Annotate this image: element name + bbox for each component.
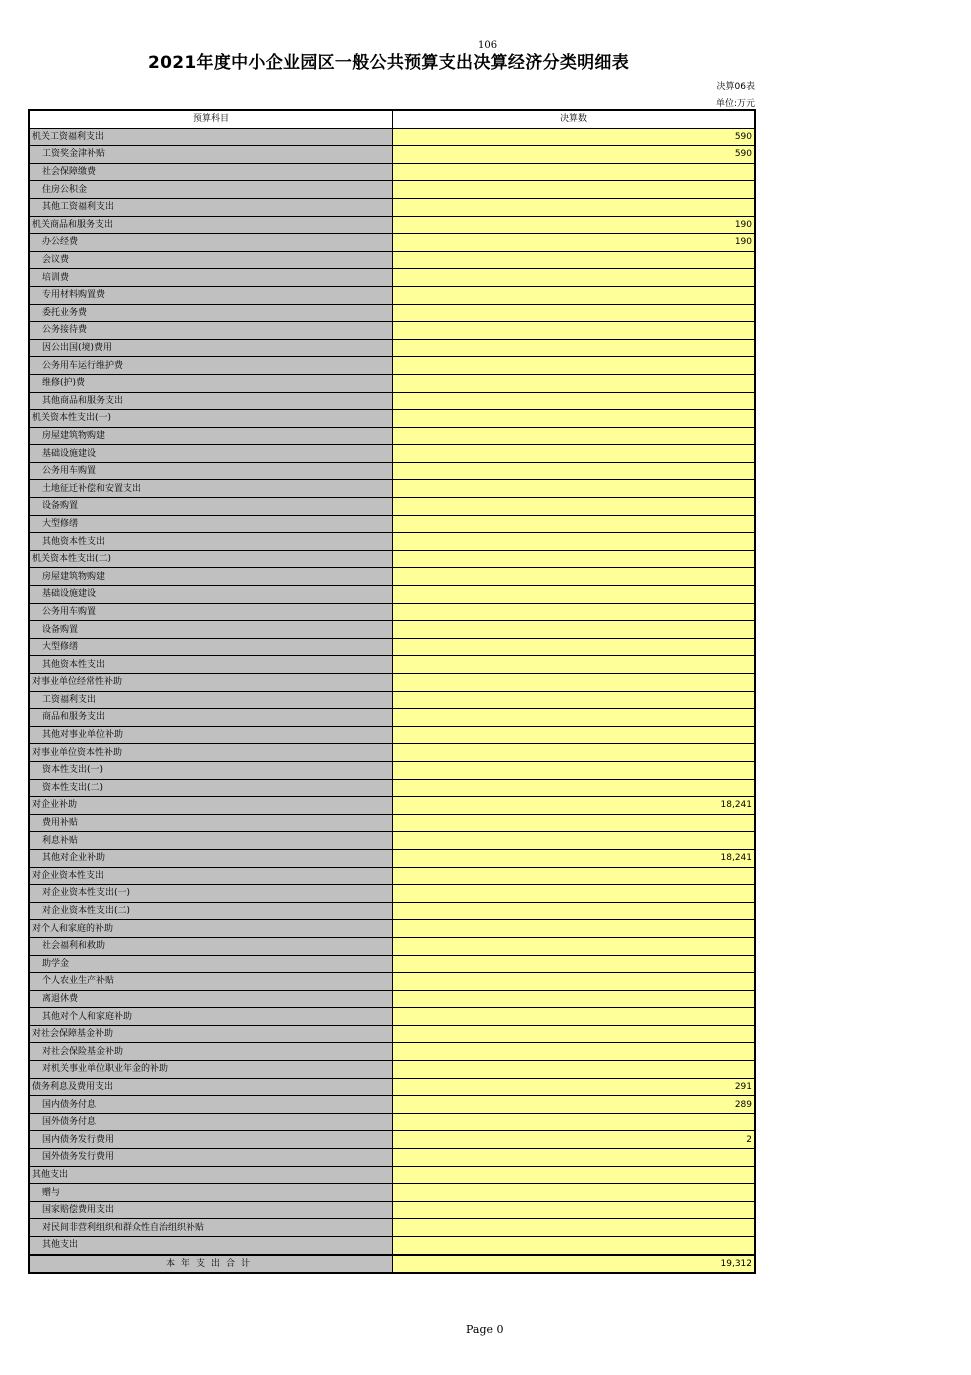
- row-amount: [393, 550, 756, 568]
- table-row: [29, 779, 755, 797]
- table-row: [29, 1061, 755, 1079]
- page-footer: Page 0: [466, 1323, 504, 1336]
- table-row: [29, 1237, 755, 1255]
- row-amount: [393, 761, 756, 779]
- table-row: [29, 1201, 755, 1219]
- row-subject: 资本性支出(二): [29, 779, 393, 797]
- row-subject: 公务用车运行维护费: [29, 357, 393, 375]
- row-subject: 其他对个人和家庭补助: [29, 1008, 393, 1026]
- row-amount: [393, 885, 756, 903]
- table-row: [29, 339, 755, 357]
- row-amount: [393, 674, 756, 692]
- table-row: [29, 656, 755, 674]
- table-row: [29, 761, 755, 779]
- row-subject: 基础设施建设: [29, 445, 393, 463]
- table-row: [29, 392, 755, 410]
- row-amount: [393, 621, 756, 639]
- row-subject: 工资奖金津补贴: [29, 146, 393, 164]
- row-amount: [393, 638, 756, 656]
- row-amount: 289: [393, 1096, 756, 1114]
- row-amount: [393, 1008, 756, 1026]
- row-subject: 会议费: [29, 251, 393, 269]
- header-amount: 决算数: [393, 110, 756, 128]
- row-amount: [393, 498, 756, 516]
- table-row: [29, 568, 755, 586]
- table-code: 决算06表: [716, 82, 755, 92]
- row-amount: [393, 181, 756, 199]
- row-amount: [393, 515, 756, 533]
- row-amount: [393, 709, 756, 727]
- row-amount: [393, 902, 756, 920]
- table-row: [29, 849, 755, 867]
- table-header-row: [29, 110, 755, 128]
- table-row: [29, 1043, 755, 1061]
- row-subject: 对机关事业单位职业年金的补助: [29, 1061, 393, 1079]
- table-row: [29, 1184, 755, 1202]
- table-row: [29, 304, 755, 322]
- row-subject: 对个人和家庭的补助: [29, 920, 393, 938]
- table-row: [29, 744, 755, 762]
- row-subject: 社会福利和救助: [29, 937, 393, 955]
- table-row: [29, 867, 755, 885]
- row-subject: 房屋建筑物购建: [29, 427, 393, 445]
- row-amount: 190: [393, 234, 756, 252]
- budget-table: [28, 109, 756, 1274]
- table-row: [29, 990, 755, 1008]
- row-subject: 培训费: [29, 269, 393, 287]
- table-row: [29, 1025, 755, 1043]
- row-subject: 大型修缮: [29, 638, 393, 656]
- table-row: [29, 374, 755, 392]
- row-subject: 机关资本性支出(二): [29, 550, 393, 568]
- row-subject: 对社会保险基金补助: [29, 1043, 393, 1061]
- table-row: [29, 638, 755, 656]
- table-row: [29, 480, 755, 498]
- row-subject: 资本性支出(一): [29, 761, 393, 779]
- table-row: [29, 691, 755, 709]
- table-row: [29, 955, 755, 973]
- table-row: [29, 1219, 755, 1237]
- row-amount: [393, 1061, 756, 1079]
- row-amount: [393, 462, 756, 480]
- row-amount: [393, 1184, 756, 1202]
- row-subject: 其他对事业单位补助: [29, 726, 393, 744]
- row-subject: 费用补贴: [29, 814, 393, 832]
- page-title: 2021年度中小企业园区一般公共预算支出决算经济分类明细表: [148, 53, 630, 73]
- row-amount: [393, 691, 756, 709]
- row-subject: 国外债务付息: [29, 1113, 393, 1131]
- row-amount: [393, 726, 756, 744]
- table-row: [29, 550, 755, 568]
- row-amount: [393, 1219, 756, 1237]
- row-subject: 大型修缮: [29, 515, 393, 533]
- row-amount: 18,241: [393, 797, 756, 815]
- row-subject: 设备购置: [29, 621, 393, 639]
- row-amount: [393, 269, 756, 287]
- row-subject: 债务利息及费用支出: [29, 1078, 393, 1096]
- row-subject: 维修(护)费: [29, 374, 393, 392]
- row-subject: 其他资本性支出: [29, 656, 393, 674]
- row-subject: 个人农业生产补贴: [29, 973, 393, 991]
- table-row: [29, 674, 755, 692]
- row-amount: [393, 480, 756, 498]
- row-amount: [393, 533, 756, 551]
- page-marker: 106: [478, 40, 498, 51]
- row-amount: [393, 586, 756, 604]
- table-row: [29, 621, 755, 639]
- row-amount: [393, 814, 756, 832]
- table-row: [29, 533, 755, 551]
- row-subject: 利息补贴: [29, 832, 393, 850]
- table-row: [29, 832, 755, 850]
- row-subject: 离退休费: [29, 990, 393, 1008]
- table-row: [29, 1131, 755, 1149]
- row-amount: [393, 867, 756, 885]
- total-row: [29, 1255, 755, 1274]
- row-amount: [393, 392, 756, 410]
- row-subject: 对民间非营利组织和群众性自治组织补贴: [29, 1219, 393, 1237]
- row-amount: [393, 656, 756, 674]
- table-row: [29, 973, 755, 991]
- table-row: [29, 163, 755, 181]
- table-row: [29, 357, 755, 375]
- table-row: [29, 1096, 755, 1114]
- row-amount: [393, 163, 756, 181]
- row-subject: 其他对企业补助: [29, 849, 393, 867]
- row-amount: [393, 322, 756, 340]
- row-subject: 对事业单位经常性补助: [29, 674, 393, 692]
- row-subject: 对事业单位资本性补助: [29, 744, 393, 762]
- row-subject: 助学金: [29, 955, 393, 973]
- row-amount: [393, 251, 756, 269]
- table-row: [29, 937, 755, 955]
- row-subject: 基础设施建设: [29, 586, 393, 604]
- row-subject: 土地征迁补偿和安置支出: [29, 480, 393, 498]
- row-amount: [393, 410, 756, 428]
- row-subject: 对企业资本性支出(一): [29, 885, 393, 903]
- row-amount: [393, 427, 756, 445]
- row-subject: 设备购置: [29, 498, 393, 516]
- row-amount: [393, 973, 756, 991]
- row-subject: 国家赔偿费用支出: [29, 1201, 393, 1219]
- row-amount: [393, 744, 756, 762]
- table-row: [29, 128, 755, 146]
- table-row: [29, 198, 755, 216]
- row-amount: [393, 990, 756, 1008]
- row-subject: 公务用车购置: [29, 603, 393, 621]
- row-amount: 590: [393, 146, 756, 164]
- row-amount: [393, 832, 756, 850]
- row-amount: 291: [393, 1078, 756, 1096]
- row-subject: 公务用车购置: [29, 462, 393, 480]
- table-row: [29, 322, 755, 340]
- table-row: [29, 586, 755, 604]
- table-row: [29, 726, 755, 744]
- table-row: [29, 885, 755, 903]
- table-row: [29, 445, 755, 463]
- table-row: [29, 462, 755, 480]
- header-subject: 预算科目: [29, 110, 393, 128]
- row-subject: 赠与: [29, 1184, 393, 1202]
- row-subject: 其他资本性支出: [29, 533, 393, 551]
- row-amount: [393, 937, 756, 955]
- row-amount: [393, 920, 756, 938]
- table-row: [29, 498, 755, 516]
- table-row: [29, 1113, 755, 1131]
- table-row: [29, 1166, 755, 1184]
- row-subject: 国外债务发行费用: [29, 1149, 393, 1167]
- row-subject: 办公经费: [29, 234, 393, 252]
- row-amount: [393, 286, 756, 304]
- row-subject: 国内债务发行费用: [29, 1131, 393, 1149]
- row-subject: 对企业资本性支出: [29, 867, 393, 885]
- row-subject: 因公出国(境)费用: [29, 339, 393, 357]
- table-row: [29, 603, 755, 621]
- table-row: [29, 1149, 755, 1167]
- row-subject: 委托业务费: [29, 304, 393, 322]
- row-subject: 住房公积金: [29, 181, 393, 199]
- row-amount: [393, 1025, 756, 1043]
- row-amount: 590: [393, 128, 756, 146]
- row-amount: 190: [393, 216, 756, 234]
- row-amount: [393, 779, 756, 797]
- row-amount: [393, 1113, 756, 1131]
- row-subject: 其他支出: [29, 1237, 393, 1255]
- table-row: [29, 1078, 755, 1096]
- row-amount: 18,241: [393, 849, 756, 867]
- row-amount: [393, 198, 756, 216]
- row-amount: [393, 339, 756, 357]
- row-subject: 其他支出: [29, 1166, 393, 1184]
- row-subject: 机关商品和服务支出: [29, 216, 393, 234]
- total-amount: 19,312: [393, 1255, 756, 1274]
- row-amount: [393, 955, 756, 973]
- row-subject: 对企业补助: [29, 797, 393, 815]
- row-amount: [393, 1201, 756, 1219]
- row-subject: 国内债务付息: [29, 1096, 393, 1114]
- table-row: [29, 181, 755, 199]
- table-row: [29, 216, 755, 234]
- row-subject: 机关资本性支出(一): [29, 410, 393, 428]
- table-row: [29, 427, 755, 445]
- table-row: [29, 920, 755, 938]
- row-subject: 社会保障缴费: [29, 163, 393, 181]
- row-amount: [393, 374, 756, 392]
- unit-label: 单位:万元: [715, 99, 755, 109]
- row-subject: 工资福利支出: [29, 691, 393, 709]
- row-amount: [393, 603, 756, 621]
- table-row: [29, 902, 755, 920]
- table-row: [29, 709, 755, 727]
- table-row: [29, 146, 755, 164]
- table-row: [29, 251, 755, 269]
- row-amount: [393, 357, 756, 375]
- row-amount: [393, 1149, 756, 1167]
- row-subject: 房屋建筑物购建: [29, 568, 393, 586]
- row-subject: 专用材料购置费: [29, 286, 393, 304]
- row-amount: [393, 1043, 756, 1061]
- total-label: 本年支出合计: [29, 1255, 393, 1274]
- row-subject: 其他工资福利支出: [29, 198, 393, 216]
- row-subject: 公务接待费: [29, 322, 393, 340]
- table-row: [29, 814, 755, 832]
- table-row: [29, 269, 755, 287]
- row-amount: 2: [393, 1131, 756, 1149]
- row-amount: [393, 568, 756, 586]
- table-row: [29, 410, 755, 428]
- table-row: [29, 1008, 755, 1026]
- row-amount: [393, 1237, 756, 1255]
- row-subject: 对社会保障基金补助: [29, 1025, 393, 1043]
- table-row: [29, 286, 755, 304]
- table-row: [29, 234, 755, 252]
- row-subject: 其他商品和服务支出: [29, 392, 393, 410]
- row-amount: [393, 445, 756, 463]
- row-subject: 对企业资本性支出(二): [29, 902, 393, 920]
- table-row: [29, 515, 755, 533]
- row-subject: 机关工资福利支出: [29, 128, 393, 146]
- row-amount: [393, 304, 756, 322]
- table-row: [29, 797, 755, 815]
- row-amount: [393, 1166, 756, 1184]
- row-subject: 商品和服务支出: [29, 709, 393, 727]
